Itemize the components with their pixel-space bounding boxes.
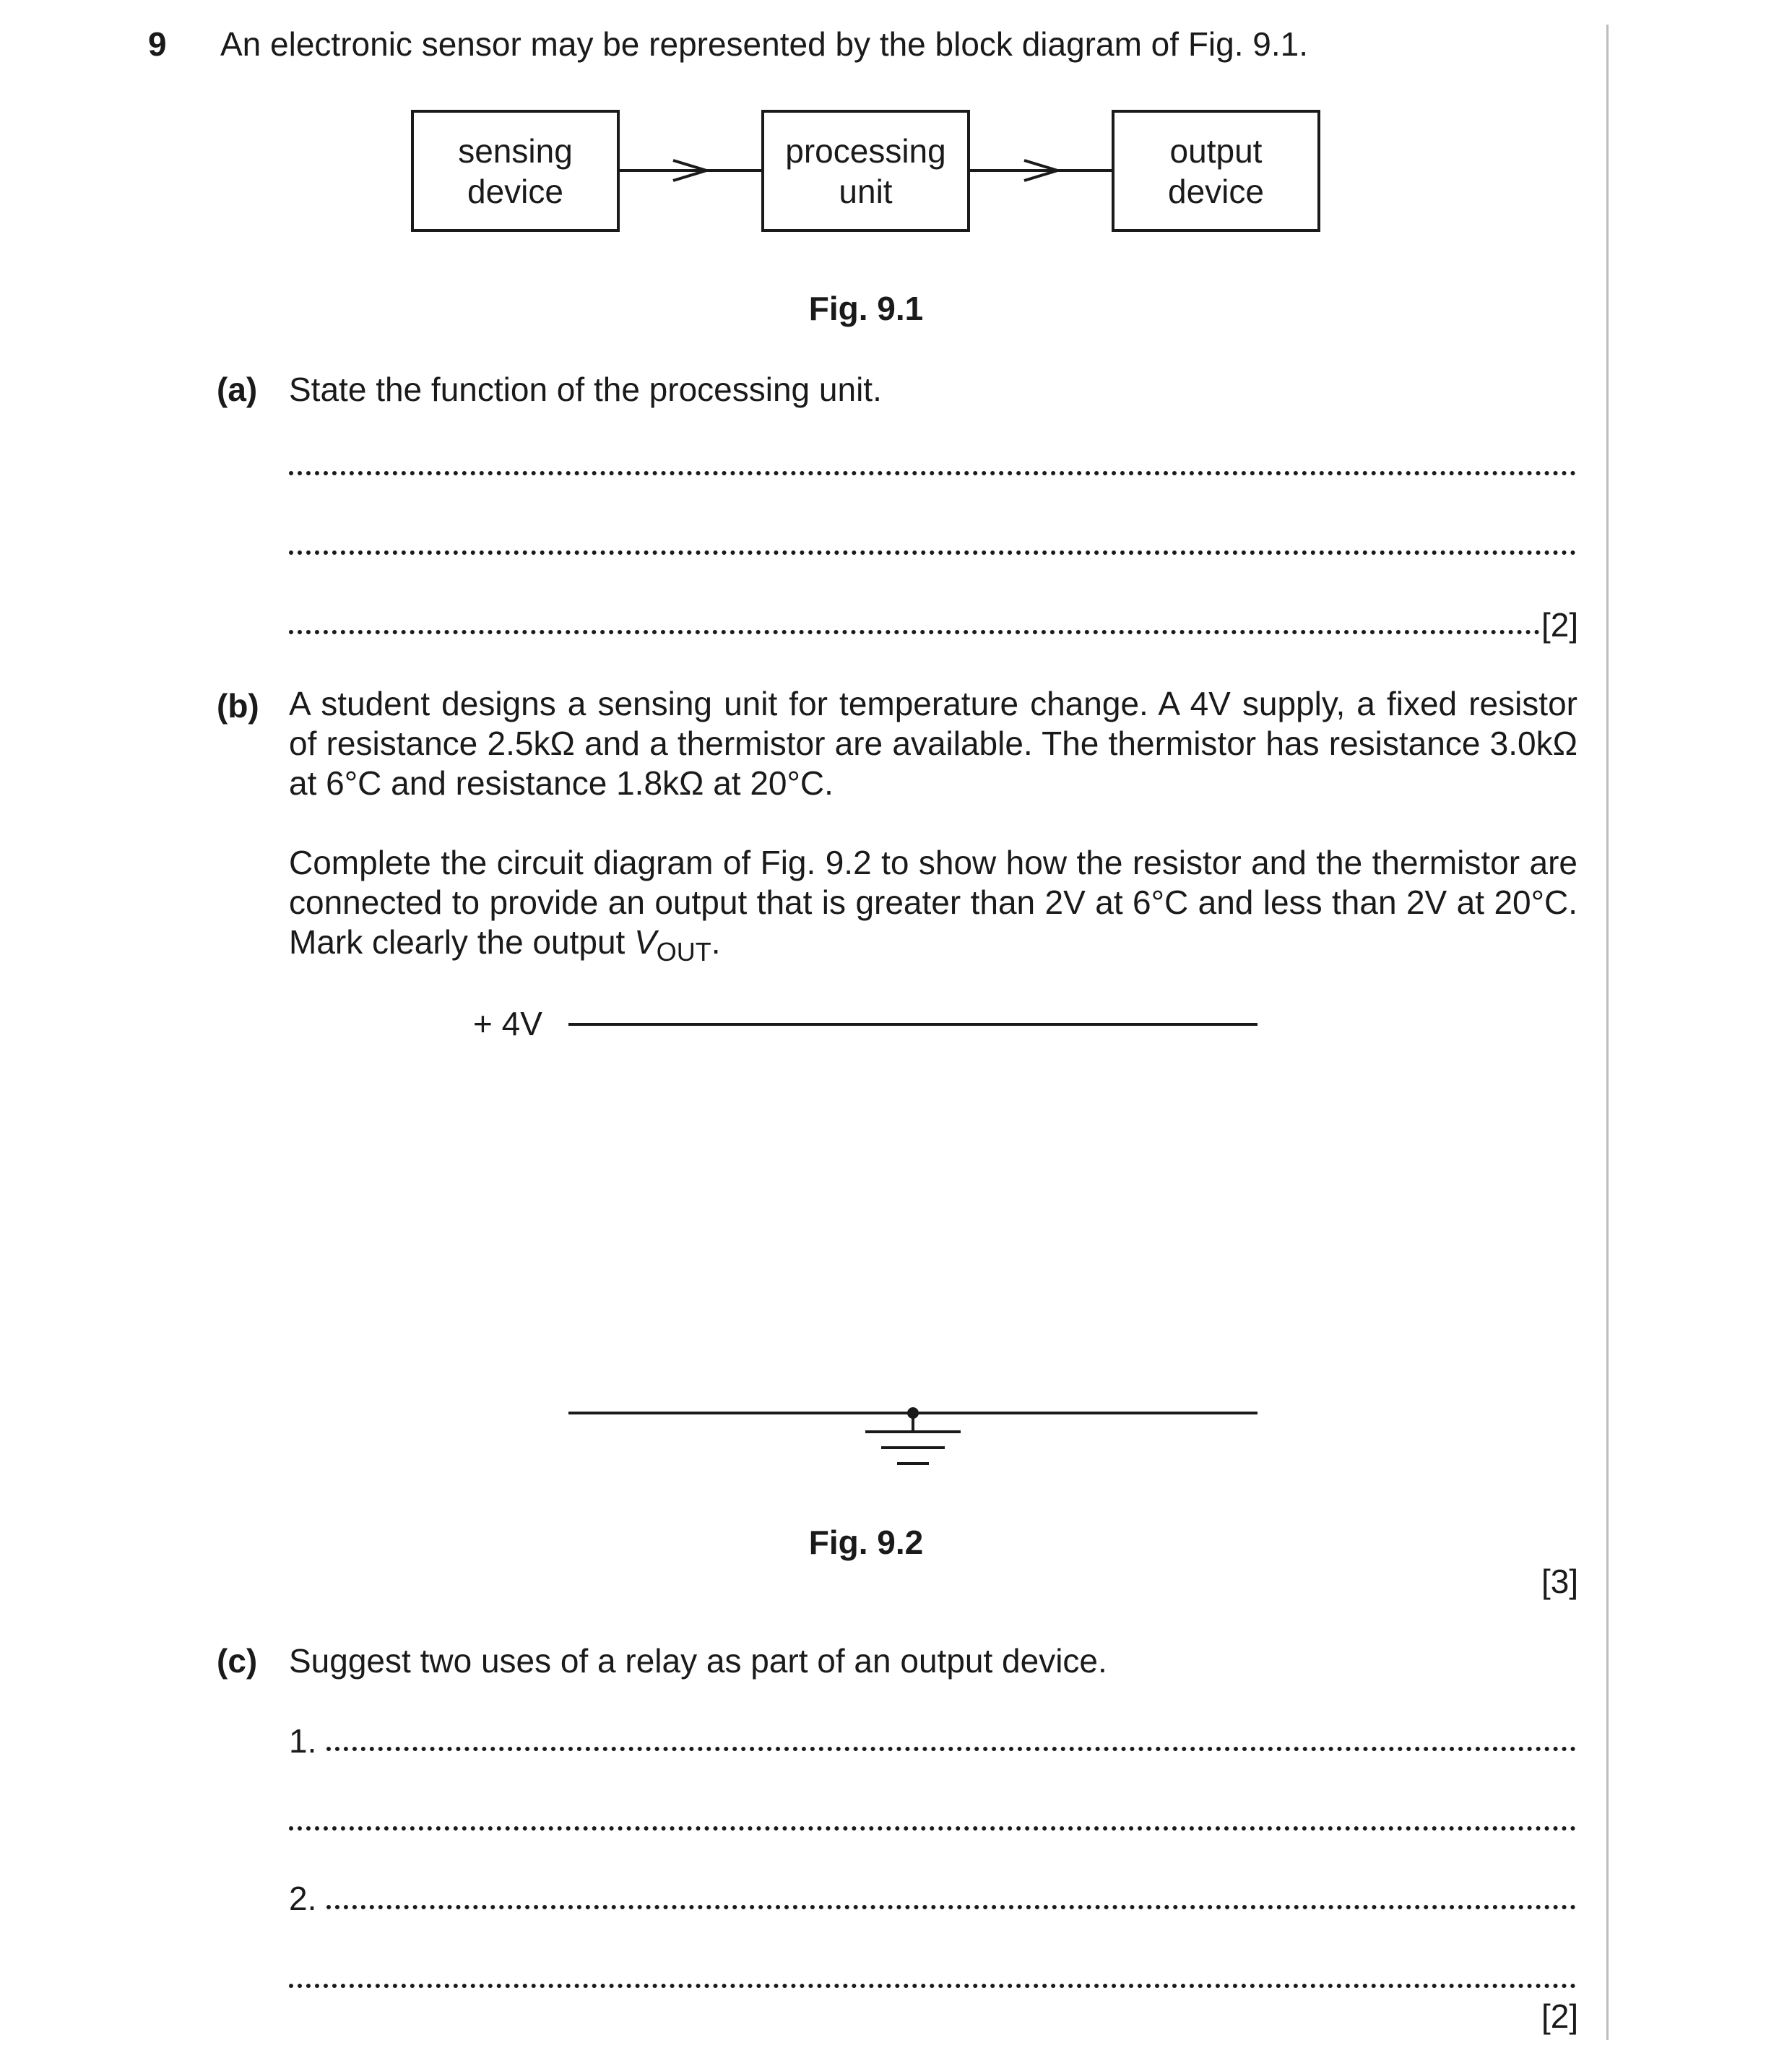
para-line: connected to provide an output that is greater than 2V at 6°C and less than 2V at 20°C. [289, 883, 1577, 921]
answer-line[interactable] [289, 471, 1576, 475]
block-label-line2: device [467, 172, 563, 210]
block-label-line2: unit [839, 172, 893, 210]
para-line: of resistance 2.5kΩ and a thermistor are available. The thermistor has resistance 3.0kΩ [289, 725, 1577, 762]
part-c-marks: [2] [1541, 1997, 1579, 2035]
part-b-marks: [3] [1541, 1563, 1579, 1600]
answer-line[interactable] [289, 1826, 1576, 1831]
para-line: Complete the circuit diagram of Fig. 9.2 to show how the resistor and the thermistor are [289, 844, 1577, 881]
part-b-paragraph-2 [289, 843, 1577, 972]
answer-line[interactable] [326, 1905, 1576, 1909]
block-label-line1: sensing [458, 131, 573, 170]
block-label-line1: output [1169, 131, 1263, 170]
part-b-label: (b) [217, 687, 259, 725]
junction-dot [907, 1407, 919, 1419]
para-line: A student designs a sensing unit for temperature change. A 4V supply, a fixed resistor [289, 685, 1577, 722]
block-label-line2: device [1168, 172, 1264, 210]
answer-line[interactable] [289, 550, 1576, 555]
block-label-line1: processing [785, 131, 946, 170]
part-c-question: Suggest two uses of a relay as part of an output device. [289, 1642, 1107, 1680]
fig91-caption: Fig. 9.1 [808, 290, 924, 327]
question-number: 9 [148, 25, 167, 63]
answer-line[interactable] [289, 630, 1540, 634]
para-line: at 6°C and resistance 1.8kΩ at 20°C. [289, 764, 834, 802]
part-a-question: State the function of the processing unit. [289, 371, 882, 408]
fig92-caption: Fig. 9.2 [808, 1524, 924, 1561]
part-a-marks: [2] [1541, 606, 1579, 644]
supply-label: + 4V [473, 1005, 542, 1042]
vout-subscript: OUT [656, 937, 711, 967]
margin-rule [1606, 25, 1609, 2040]
item-number-2: 2. [289, 1880, 317, 1917]
vout-prefix: Mark clearly the output [289, 923, 626, 961]
vout-suffix: . [711, 923, 721, 961]
part-c-label: (c) [217, 1642, 258, 1680]
answer-line[interactable] [289, 1984, 1576, 1988]
item-number-1: 1. [289, 1722, 317, 1760]
block-arrows [0, 0, 1792, 289]
part-a-label: (a) [217, 371, 258, 408]
answer-line[interactable] [326, 1747, 1576, 1751]
question-intro: An electronic sensor may be represented by the block diagram of Fig. 9.1. [220, 25, 1309, 63]
part-b-paragraph-1 [289, 684, 1577, 803]
para-line [289, 923, 1577, 972]
vout-symbol: V [634, 923, 657, 961]
